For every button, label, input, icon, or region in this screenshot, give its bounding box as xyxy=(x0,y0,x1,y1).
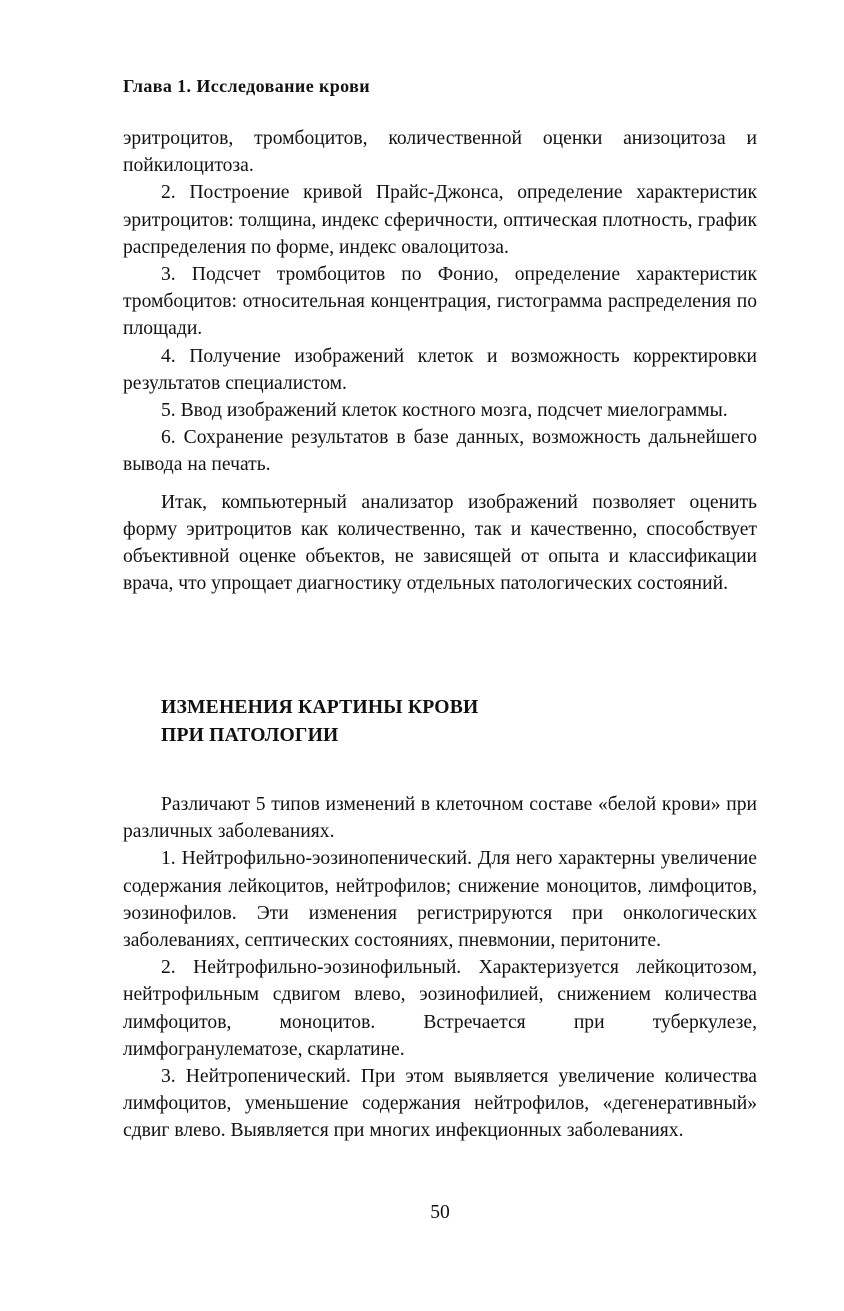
conclusion-paragraph: Итак, компьютерный анализатор изображений позволяет оценить форму эритроцитов как количественно, так и качественно, способствует объективной оценке объектов, не зависящей от опыта и классификации врача, что упрощает диагностику отдельных патологических состояний. xyxy=(123,491,757,595)
section-title-line-1: ИЗМЕНЕНИЯ КАРТИНЫ КРОВИ xyxy=(161,697,479,718)
section-title-line-2: ПРИ ПАТОЛОГИИ xyxy=(161,725,339,746)
list-item-5: 5. Ввод изображений клеток костного мозга, подсчет миелограммы. xyxy=(161,400,728,422)
list-item-4: 4. Получение изображений клеток и возможность корректировки результатов специалистом. xyxy=(123,345,757,394)
running-head: Глава 1. Исследование крови xyxy=(123,76,371,96)
section-title xyxy=(161,694,757,750)
section-item-3: 3. Нейтропенический. При этом выявляется увеличение количества лимфоцитов, уменьшение содержания нейтрофилов, «дегенеративный» сдвиг влево. Выявляется при многих инфекционных заболеваниях. xyxy=(123,1066,757,1142)
page-number: 50 xyxy=(430,1202,450,1223)
list-item-2: 2. Построение кривой Прайс-Джонса, определение характеристик эритроцитов: толщина, индекс сферичности, оптическая плотность, график распределения по форме, индекс овалоцитоза. xyxy=(123,182,757,258)
section-text xyxy=(123,791,757,1145)
section-item-1: 1. Нейтрофильно-эозинопенический. Для него характерны увеличение содержания лейкоцитов, нейтрофилов; снижение моноцитов, лимфоцитов, эозинофилов. Эти изменения регистрируются при онкологических заболеваниях, септических состояниях, пневмонии, перитоните. xyxy=(123,848,757,952)
list-item-3: 3. Подсчет тромбоцитов по Фонио, определение характеристик тромбоцитов: относительная концентрация, гистограмма распределения по площади. xyxy=(123,264,757,340)
body-text xyxy=(123,125,757,597)
section-blood-changes xyxy=(123,694,757,1145)
section-item-2: 2. Нейтрофильно-эозинофильный. Характеризуется лейкоцитозом, нейтрофильным сдвигом влево, эозинофилией, снижением количества лимфоцитов, моноцитов. Встречается при туберкулезе, лимфогранулематозе, скарлатине. xyxy=(123,957,757,1060)
paragraph-continuation: эритроцитов, тромбоцитов, количественной оценки анизоцитоза и пойкилоцитоза. xyxy=(123,128,757,177)
section-intro-paragraph: Различают 5 типов изменений в клеточном составе «белой крови» при различных заболеваниях. xyxy=(123,794,757,843)
list-item-6: 6. Сохранение результатов в базе данных, возможность дальнейшего вывода на печать. xyxy=(123,427,757,476)
